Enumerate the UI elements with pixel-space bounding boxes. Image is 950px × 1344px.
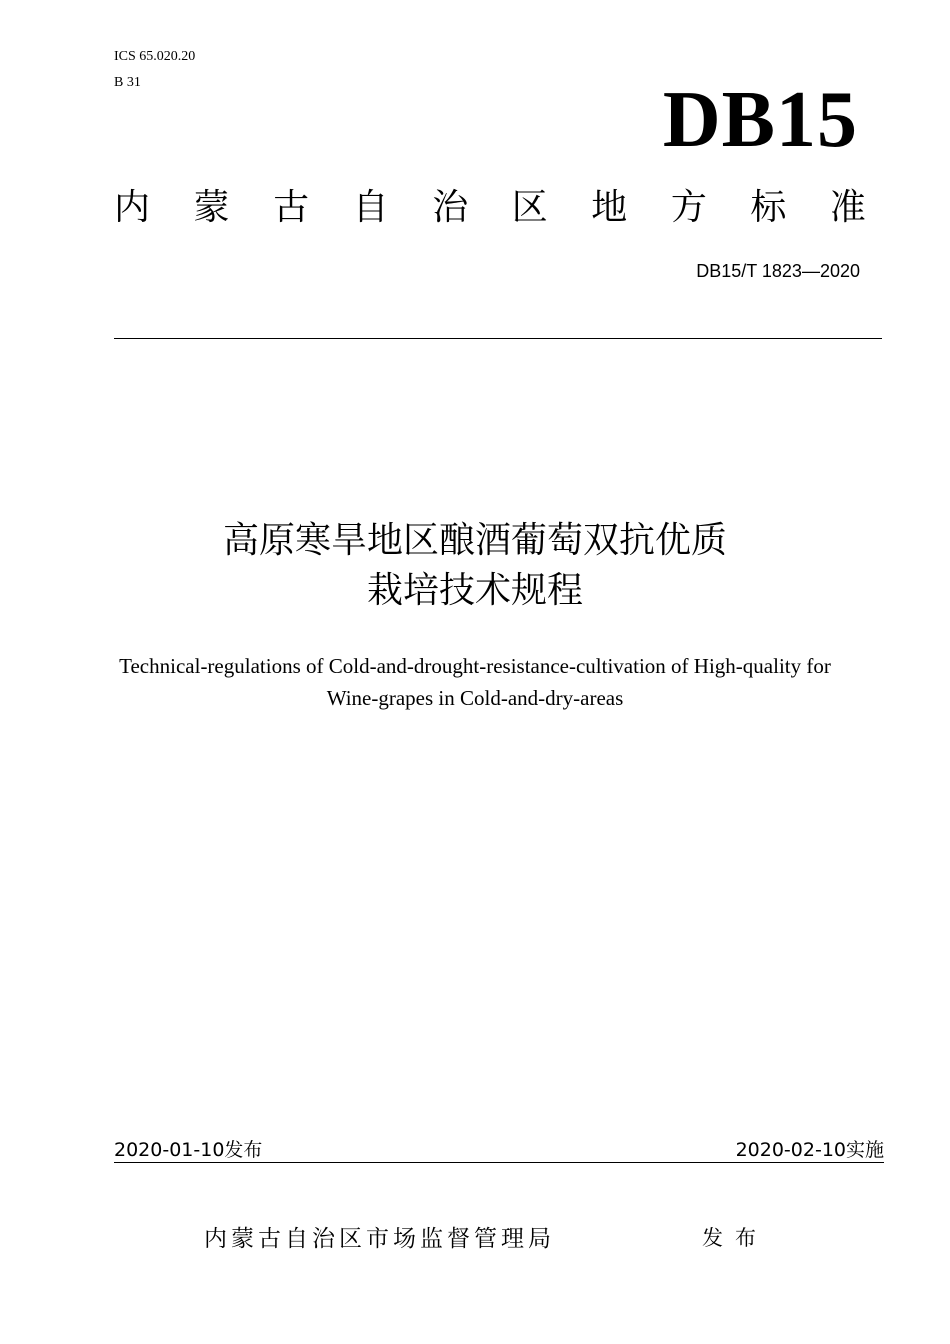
standard-type-char: 古 bbox=[273, 187, 310, 228]
english-title bbox=[0, 650, 950, 714]
standard-type-char: 内 bbox=[114, 187, 151, 228]
standard-type bbox=[114, 186, 866, 230]
ccs-code: B 31 bbox=[114, 75, 141, 90]
implementation-date: 2020-02-10实施 bbox=[735, 1139, 884, 1161]
standard-type-char: 治 bbox=[432, 187, 469, 228]
standard-logo: DB15 bbox=[662, 76, 858, 164]
standard-number: DB15/T 1823—2020 bbox=[696, 261, 860, 281]
standard-type-char: 自 bbox=[352, 187, 389, 228]
english-title-line-1: Technical-regulations of Cold-and-drought-resistance-cultivation of High-quality for bbox=[119, 654, 831, 678]
document-title bbox=[0, 516, 950, 616]
issue-label: 发布 bbox=[702, 1226, 768, 1250]
header-divider bbox=[114, 338, 882, 339]
ics-code: ICS 65.020.20 bbox=[114, 49, 196, 64]
standard-type-char: 准 bbox=[829, 187, 866, 228]
title-line-1: 高原寒旱地区酿酒葡萄双抗优质 bbox=[222, 520, 727, 561]
english-title-line-2: Wine-grapes in Cold-and-dry-areas bbox=[326, 686, 624, 710]
standard-type-char: 蒙 bbox=[193, 187, 230, 228]
issue-date: 2020-01-10发布 bbox=[114, 1139, 263, 1161]
title-line-2: 栽培技术规程 bbox=[366, 570, 583, 611]
standard-type-char: 标 bbox=[750, 187, 787, 228]
issuing-authority: 内蒙古自治区市场监督管理局 bbox=[204, 1226, 555, 1252]
standard-type-char: 区 bbox=[511, 187, 548, 228]
standard-type-char: 地 bbox=[591, 187, 628, 228]
footer-divider bbox=[114, 1162, 884, 1163]
standard-type-char: 方 bbox=[670, 187, 707, 228]
